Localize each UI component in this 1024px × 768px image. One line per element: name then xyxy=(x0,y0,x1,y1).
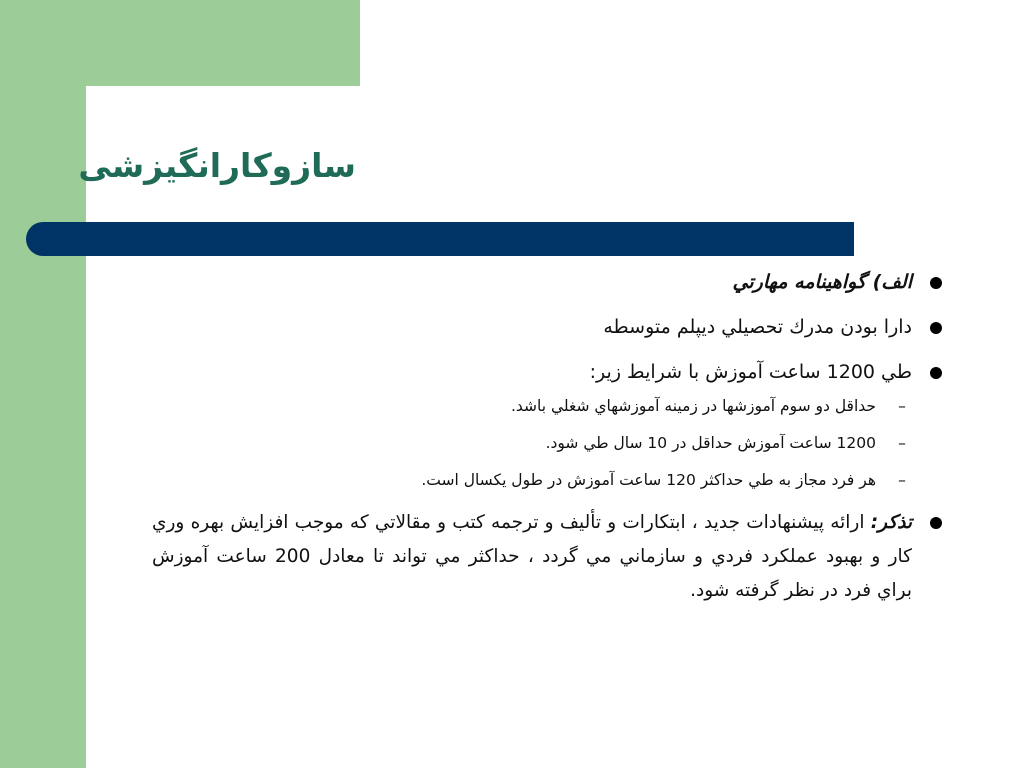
bullet-item xyxy=(152,356,942,493)
title-underline-bar xyxy=(26,222,854,256)
bullet-text: الف) گواهينامه مهارتي xyxy=(732,271,912,293)
bullet-dot-icon xyxy=(930,277,942,289)
note-label: تذكر: xyxy=(870,512,912,533)
sub-bullet-text: هر فرد مجاز به طي حداكثر 120 ساعت آموزش در طول يكسال است. xyxy=(421,471,876,489)
bullet-list xyxy=(152,266,942,608)
dash-marker: – xyxy=(898,397,906,415)
sub-bullet-text: 1200 ساعت آموزش حداقل در 10 سال طي شود. xyxy=(545,434,876,452)
sub-bullet-list xyxy=(152,394,912,493)
dash-marker: – xyxy=(898,434,906,452)
green-top-band xyxy=(0,0,360,86)
sub-bullet-item xyxy=(152,394,912,419)
slide-title: سازوکارانگیزشی xyxy=(78,146,356,185)
sub-bullet-item xyxy=(152,468,912,493)
bullet-text: دارا بودن مدرك تحصيلي ديپلم متوسطه xyxy=(603,316,912,338)
bullet-dot-icon xyxy=(930,322,942,334)
sub-bullet-text: حداقل دو سوم آموزشها در زمينه آموزشهاي شغلي باشد. xyxy=(510,397,876,415)
bullet-dot-icon xyxy=(930,517,942,529)
note-item xyxy=(152,506,942,608)
bullet-text: طي 1200 ساعت آموزش با شرايط زير: xyxy=(589,361,912,383)
bullet-dot-icon xyxy=(930,367,942,379)
bullet-item xyxy=(152,311,942,343)
slide-content xyxy=(152,266,942,621)
sub-bullet-item xyxy=(152,431,912,456)
bullet-item xyxy=(152,266,942,298)
dash-marker: – xyxy=(898,471,906,489)
note-text: ارائه پيشنهادات جديد ، ابتكارات و تأليف و ترجمه كتب و مقالاتي كه موجب افزايش بهره وري كار و بهبود عملكرد فردي و سازماني مي گردد ، حداكثر مي تواند تا معادل 200 ساعت آموزش براي فرد در نظر گرفته شود. xyxy=(152,512,912,601)
green-side-band xyxy=(0,0,86,768)
